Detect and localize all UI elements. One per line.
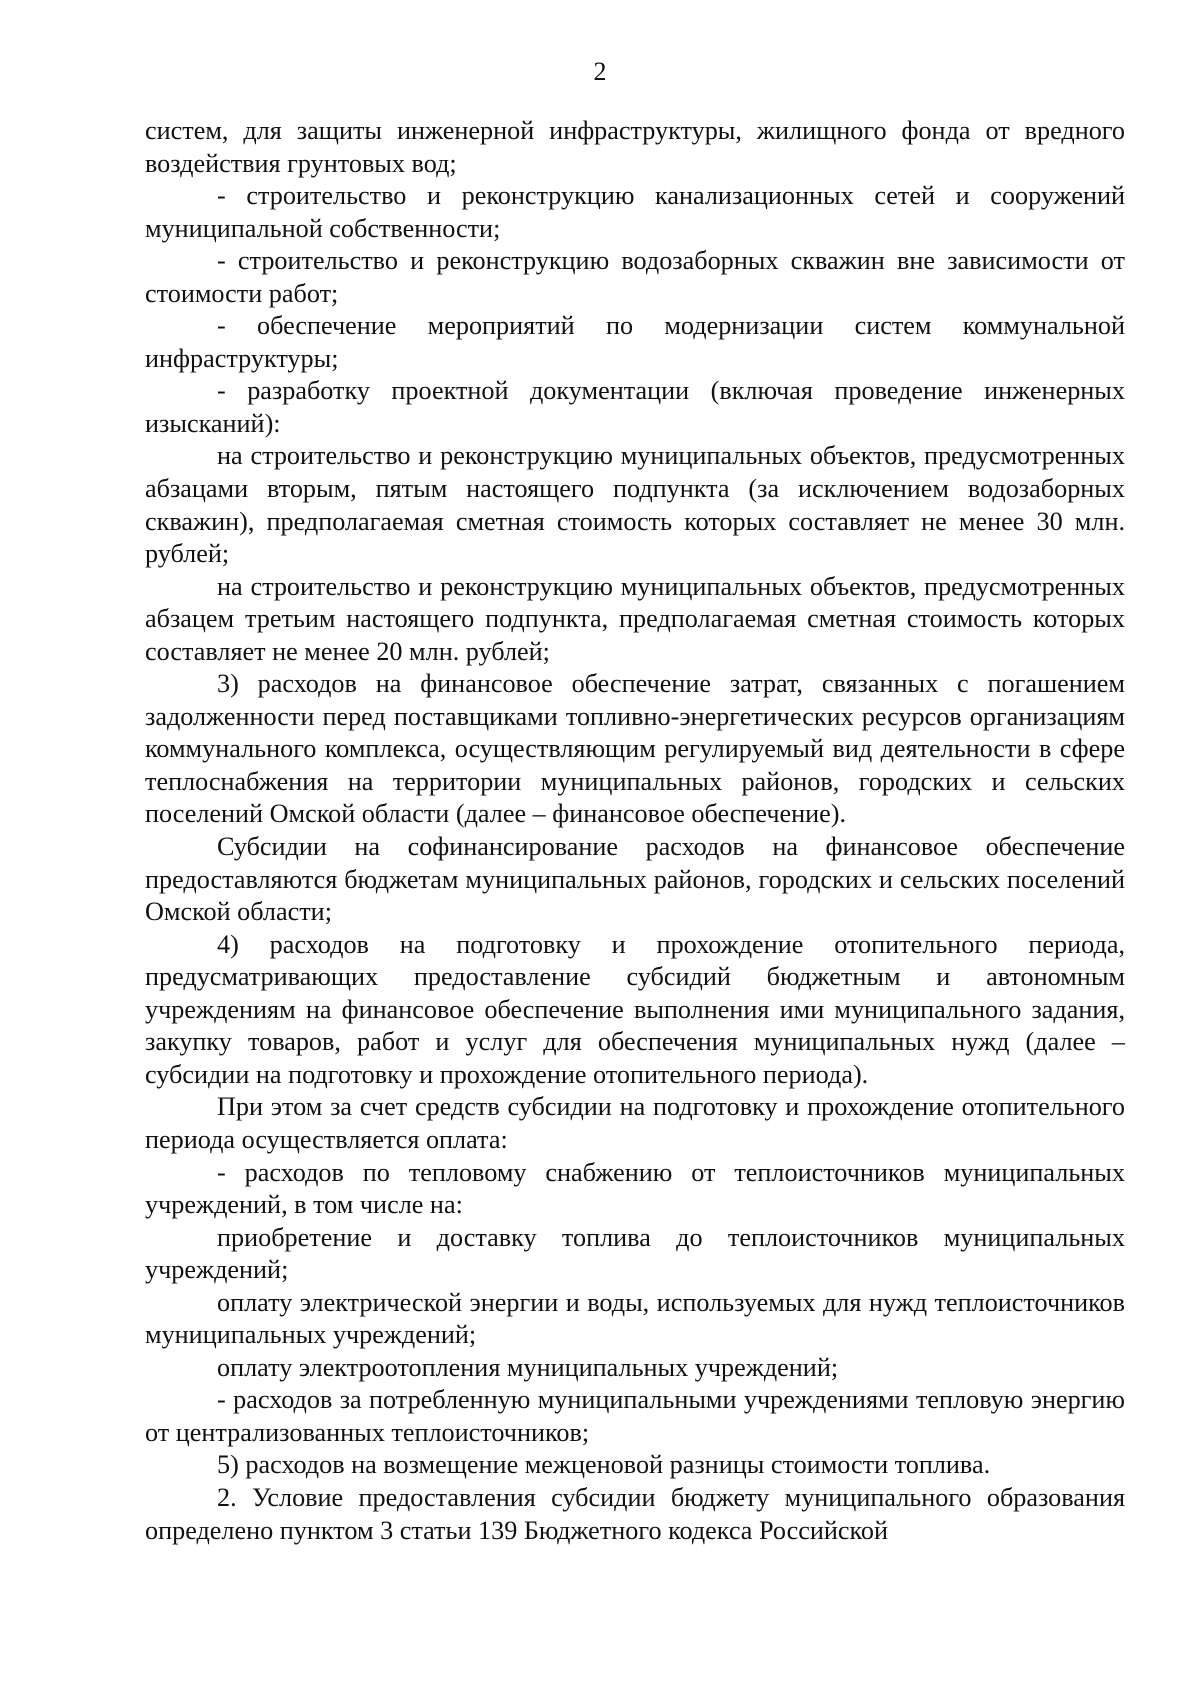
paragraph: - расходов за потребленную муниципальными учреждениями тепловую энергию от централизованных теплоисточников; <box>145 1385 1125 1447</box>
paragraph: систем, для защиты инженерной инфраструктуры, жилищного фонда от вредного воздействия грунтовых вод; <box>145 116 1125 178</box>
paragraph: 5) расходов на возмещение межценовой разницы стоимости топлива. <box>217 1450 991 1480</box>
paragraph: приобретение и доставку топлива до теплоисточников муниципальных учреждений; <box>145 1222 1125 1285</box>
page-number: 2 <box>593 57 607 86</box>
paragraph: При этом за счет средств субсидии на подготовку и прохождение отопительного периода осуществляется оплата: <box>145 1092 1125 1154</box>
paragraph: 3) расходов на финансовое обеспечение затрат, связанных с погашением задолженности перед поставщиками топливно-энергетических ресурсов организациям коммунального комплекса, осуществляющим регулируемый вид деятельности в сфере теплоснабжения на территории муниципальных районов, городских и сельских поселений Омской области (далее – финансовое обеспечение). <box>145 669 1125 829</box>
paragraph: - расходов по тепловому снабжению от теплоисточников муниципальных учреждений, в том числе на: <box>145 1157 1125 1220</box>
paragraph: на строительство и реконструкцию муниципальных объектов, предусмотренных абзацем третьим настоящего подпункта, предполагаемая сметная стоимость которых составляет не менее 20 млн. рублей; <box>145 571 1125 666</box>
paragraph: оплату электрической энергии и воды, используемых для нужд теплоисточников муниципальных учреждений; <box>145 1287 1125 1350</box>
paragraph: Субсидии на софинансирование расходов на финансовое обеспечение предоставляются бюджетам муниципальных районов, городских и сельских поселений Омской области; <box>145 832 1125 927</box>
paragraph: - строительство и реконструкцию водозаборных скважин вне зависимости от стоимости работ; <box>145 246 1125 308</box>
paragraph: оплату электроотопления муниципальных учреждений; <box>217 1352 839 1382</box>
paragraph: 4) расходов на подготовку и прохождение отопительного периода, предусматривающих предоставление субсидий бюджетным и автономным учреждениям на финансовое обеспечение выполнения ими муниципального задания, закупку товаров, работ и услуг для обеспечения муниципальных нужд (далее – субсидии на подготовку и прохождение отопительного периода). <box>145 929 1125 1089</box>
paragraph: на строительство и реконструкцию муниципальных объектов, предусмотренных абзацами вторым, пятым настоящего подпункта (за исключением водозаборных скважин), предполагаемая сметная стоимость которых составляет не менее 30 млн. рублей; <box>145 441 1125 569</box>
paragraph: - обеспечение мероприятий по модернизации систем коммунальной инфраструктуры; <box>145 311 1125 373</box>
paragraph: - строительство и реконструкцию канализационных сетей и сооружений муниципальной собственности; <box>145 181 1125 243</box>
paragraph: 2. Условие предоставления субсидии бюджету муниципального образования определено пунктом 3 статьи 139 Бюджетного кодекса Российской <box>145 1482 1125 1545</box>
document-body <box>145 115 1125 1547</box>
paragraph: - разработку проектной документации (включая проведение инженерных изысканий): <box>145 376 1125 438</box>
